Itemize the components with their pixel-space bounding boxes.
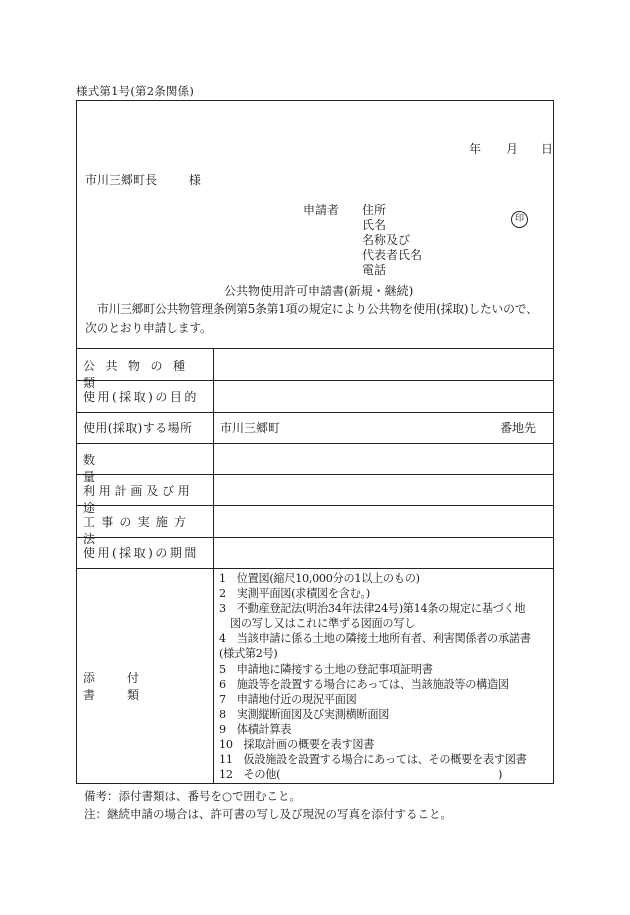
attachment-item[interactable]: 11 仮設施設を設置する場合にあっては、その概要を表す図書 [219,753,527,767]
row-divider [77,568,553,569]
row-label-text: 添付書類 [83,671,172,702]
applicant-field-corp-name: 名称及び [362,233,411,247]
row-label-text: 使用(採取)する場所 [83,421,193,435]
attachment-item-continued: 図の写し又はこれに準ずる図面の写し [230,617,416,631]
applicant-field-name: 氏名 [362,218,387,232]
row-value-place[interactable]: 市川三郷町 [220,421,281,435]
row-label-text: 公共物の種類 [83,359,196,390]
attachment-item[interactable]: 2 実測平面図(求積図を含む。) [219,587,370,601]
attachment-item[interactable]: 6 施設等を設置する場合にあっては、当該施設等の構造図 [219,677,509,691]
attachment-item-continued: (様式第2号) [219,647,278,661]
addressee-honorific: 様 [188,173,201,187]
applicant-field-phone: 電話 [362,263,387,277]
row-label-quantity [83,451,207,485]
attachment-item[interactable]: 5 申請地に隣接する土地の登記事項証明書 [219,662,433,676]
row-label-text: 使用(採取)の期間 [83,546,199,560]
date-month: 月 [506,142,519,156]
application-form [76,100,554,784]
form-number: 様式第1号(第2条関係) [76,84,195,98]
note-renewal: 注：継続申請の場合は、許可書の写し及び現況の写真を添付すること。 [84,807,452,821]
row-label-method [83,513,207,547]
row-suffix-place: 番地先 [500,421,537,435]
row-label-text: 工事の実施方法 [83,515,193,546]
applicant-field-address: 住所 [362,203,387,217]
addressee [85,171,201,188]
row-label-period [83,544,207,561]
attachments-list [219,571,553,782]
attachment-item[interactable]: 1 位置図(縮尺10,000分の1以上のもの) [219,572,420,585]
attachment-item[interactable]: 4 当該申請に係る土地の隣接土地所有者、利害関係者の承諾書 [219,632,531,646]
attachment-item[interactable]: 3 不動産登記法(明治34年法律24号)第14条の規定に基づく地 [219,602,526,616]
row-label-type [83,357,207,391]
row-label-place [83,419,207,436]
seal-mark: 印 [511,211,528,228]
row-divider [77,443,553,444]
attachment-item[interactable]: 7 申請地付近の現況平面図 [219,692,357,706]
date-day: 日 [541,142,554,156]
row-label-attachments [83,669,207,703]
column-divider [213,348,214,783]
table-top-border [77,348,553,349]
form-title: 公共物使用許可申請書(新規・継続) [224,284,414,298]
note-remarks: 備考：添付書類は、番号を○で囲むこと。 [84,789,302,803]
row-label-text: 数量 [83,453,188,484]
applicant-label: 申請者 [303,203,340,217]
attachment-item[interactable]: 9 体積計算表 [219,722,292,736]
attachment-item[interactable]: 10 採取計画の概要を表す図書 [219,738,375,752]
attachment-item[interactable]: 8 実測縦断面図及び実測横断面図 [219,707,390,721]
row-label-usage [83,482,207,516]
addressee-name: 市川三郷町長 [85,173,158,187]
intro-text: 市川三郷町公共物管理条例第5条第1項の規定により公共物を使用(採取)したいので、次のとおり申請します。 [85,302,538,335]
row-label-text: 使用(採取)の目的 [83,390,199,404]
row-label-text: 利用計画及び用途 [83,484,194,515]
row-divider [77,412,553,413]
row-label-purpose [83,388,207,405]
attachment-item[interactable]: 12 その他( ) [219,768,503,782]
applicant-field-representative: 代表者氏名 [362,248,423,262]
date-year: 年 [469,142,482,156]
